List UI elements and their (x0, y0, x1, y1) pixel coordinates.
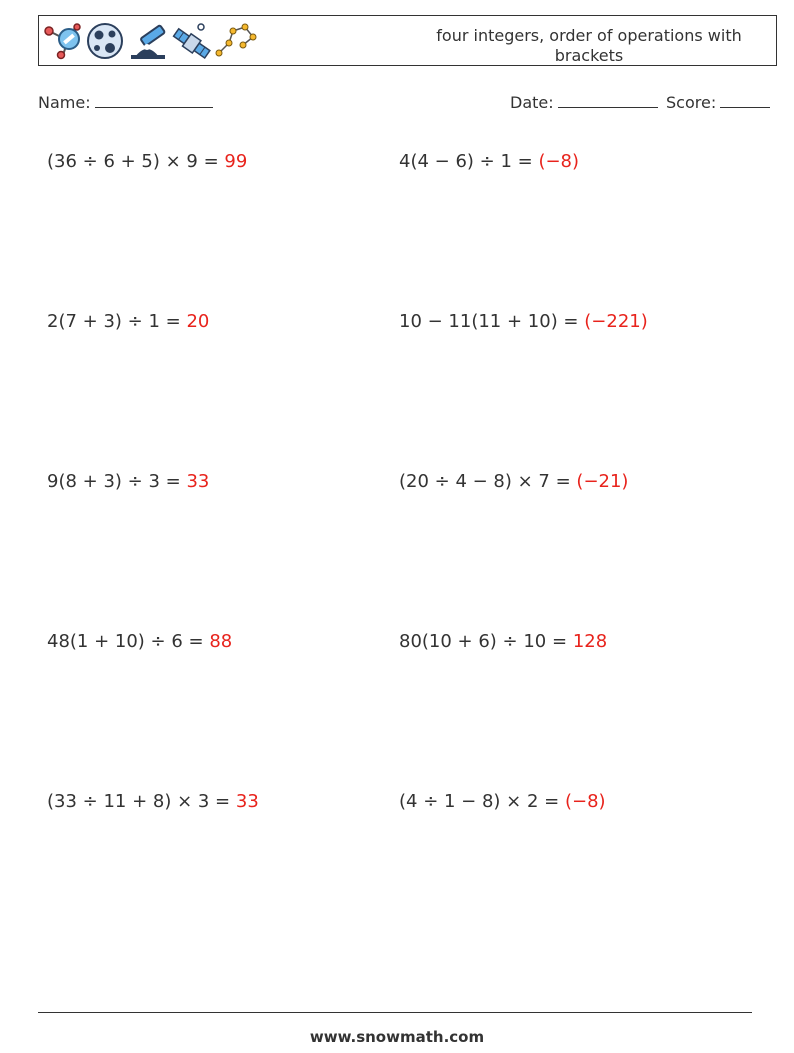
molecule-icon (43, 21, 83, 61)
constellation-icon (215, 21, 257, 61)
name-label: Name: (38, 93, 91, 112)
problem-answer: 20 (186, 311, 210, 332)
satellite-icon (171, 21, 213, 61)
problem-answer: 128 (572, 631, 608, 652)
worksheet-title: four integers, order of operations with brackets (436, 26, 742, 65)
problem-expression: 4(4 − 6) ÷ 1 = (399, 151, 533, 172)
date-label: Date: (510, 93, 554, 112)
date-line[interactable] (558, 93, 658, 108)
name-line[interactable] (95, 93, 213, 108)
date-field[interactable] (510, 93, 658, 112)
problem-4 (399, 311, 648, 332)
problem-1 (47, 151, 247, 172)
footer-url[interactable]: www.snowmath.com (309, 1028, 485, 1046)
score-label: Score: (666, 93, 717, 112)
problem-8 (399, 631, 607, 652)
header-icons (43, 20, 257, 62)
name-field[interactable] (38, 93, 213, 112)
score-field[interactable] (666, 93, 770, 112)
problem-expression: 10 − 11(11 + 10) = (399, 311, 579, 332)
problem-answer: (−8) (538, 151, 580, 172)
problem-answer: 33 (235, 791, 259, 812)
problem-6 (399, 471, 628, 492)
problem-expression: (20 ÷ 4 − 8) × 7 = (399, 471, 571, 492)
footer-divider (38, 1012, 752, 1013)
problem-expression: 9(8 + 3) ÷ 3 = (47, 471, 181, 492)
problem-expression: 48(1 + 10) ÷ 6 = (47, 631, 204, 652)
problem-10 (399, 791, 606, 812)
problem-expression: 2(7 + 3) ÷ 1 = (47, 311, 181, 332)
problem-7 (47, 631, 232, 652)
telescope-icon (127, 21, 169, 61)
problem-5 (47, 471, 209, 492)
problem-answer: (−8) (564, 791, 606, 812)
score-line[interactable] (720, 93, 770, 108)
header-box (38, 15, 777, 66)
problem-answer: (−221) (584, 311, 648, 332)
problem-2 (399, 151, 579, 172)
problem-3 (47, 311, 209, 332)
problem-expression: 80(10 + 6) ÷ 10 = (399, 631, 568, 652)
problem-expression: (36 ÷ 6 + 5) × 9 = (47, 151, 219, 172)
problem-answer: (−21) (576, 471, 629, 492)
soccer-ball-icon (85, 21, 125, 61)
problem-9 (47, 791, 259, 812)
problem-answer: 88 (209, 631, 233, 652)
problem-answer: 33 (186, 471, 210, 492)
problem-expression: (4 ÷ 1 − 8) × 2 = (399, 791, 560, 812)
problem-answer: 99 (224, 151, 248, 172)
problem-expression: (33 ÷ 11 + 8) × 3 = (47, 791, 231, 812)
